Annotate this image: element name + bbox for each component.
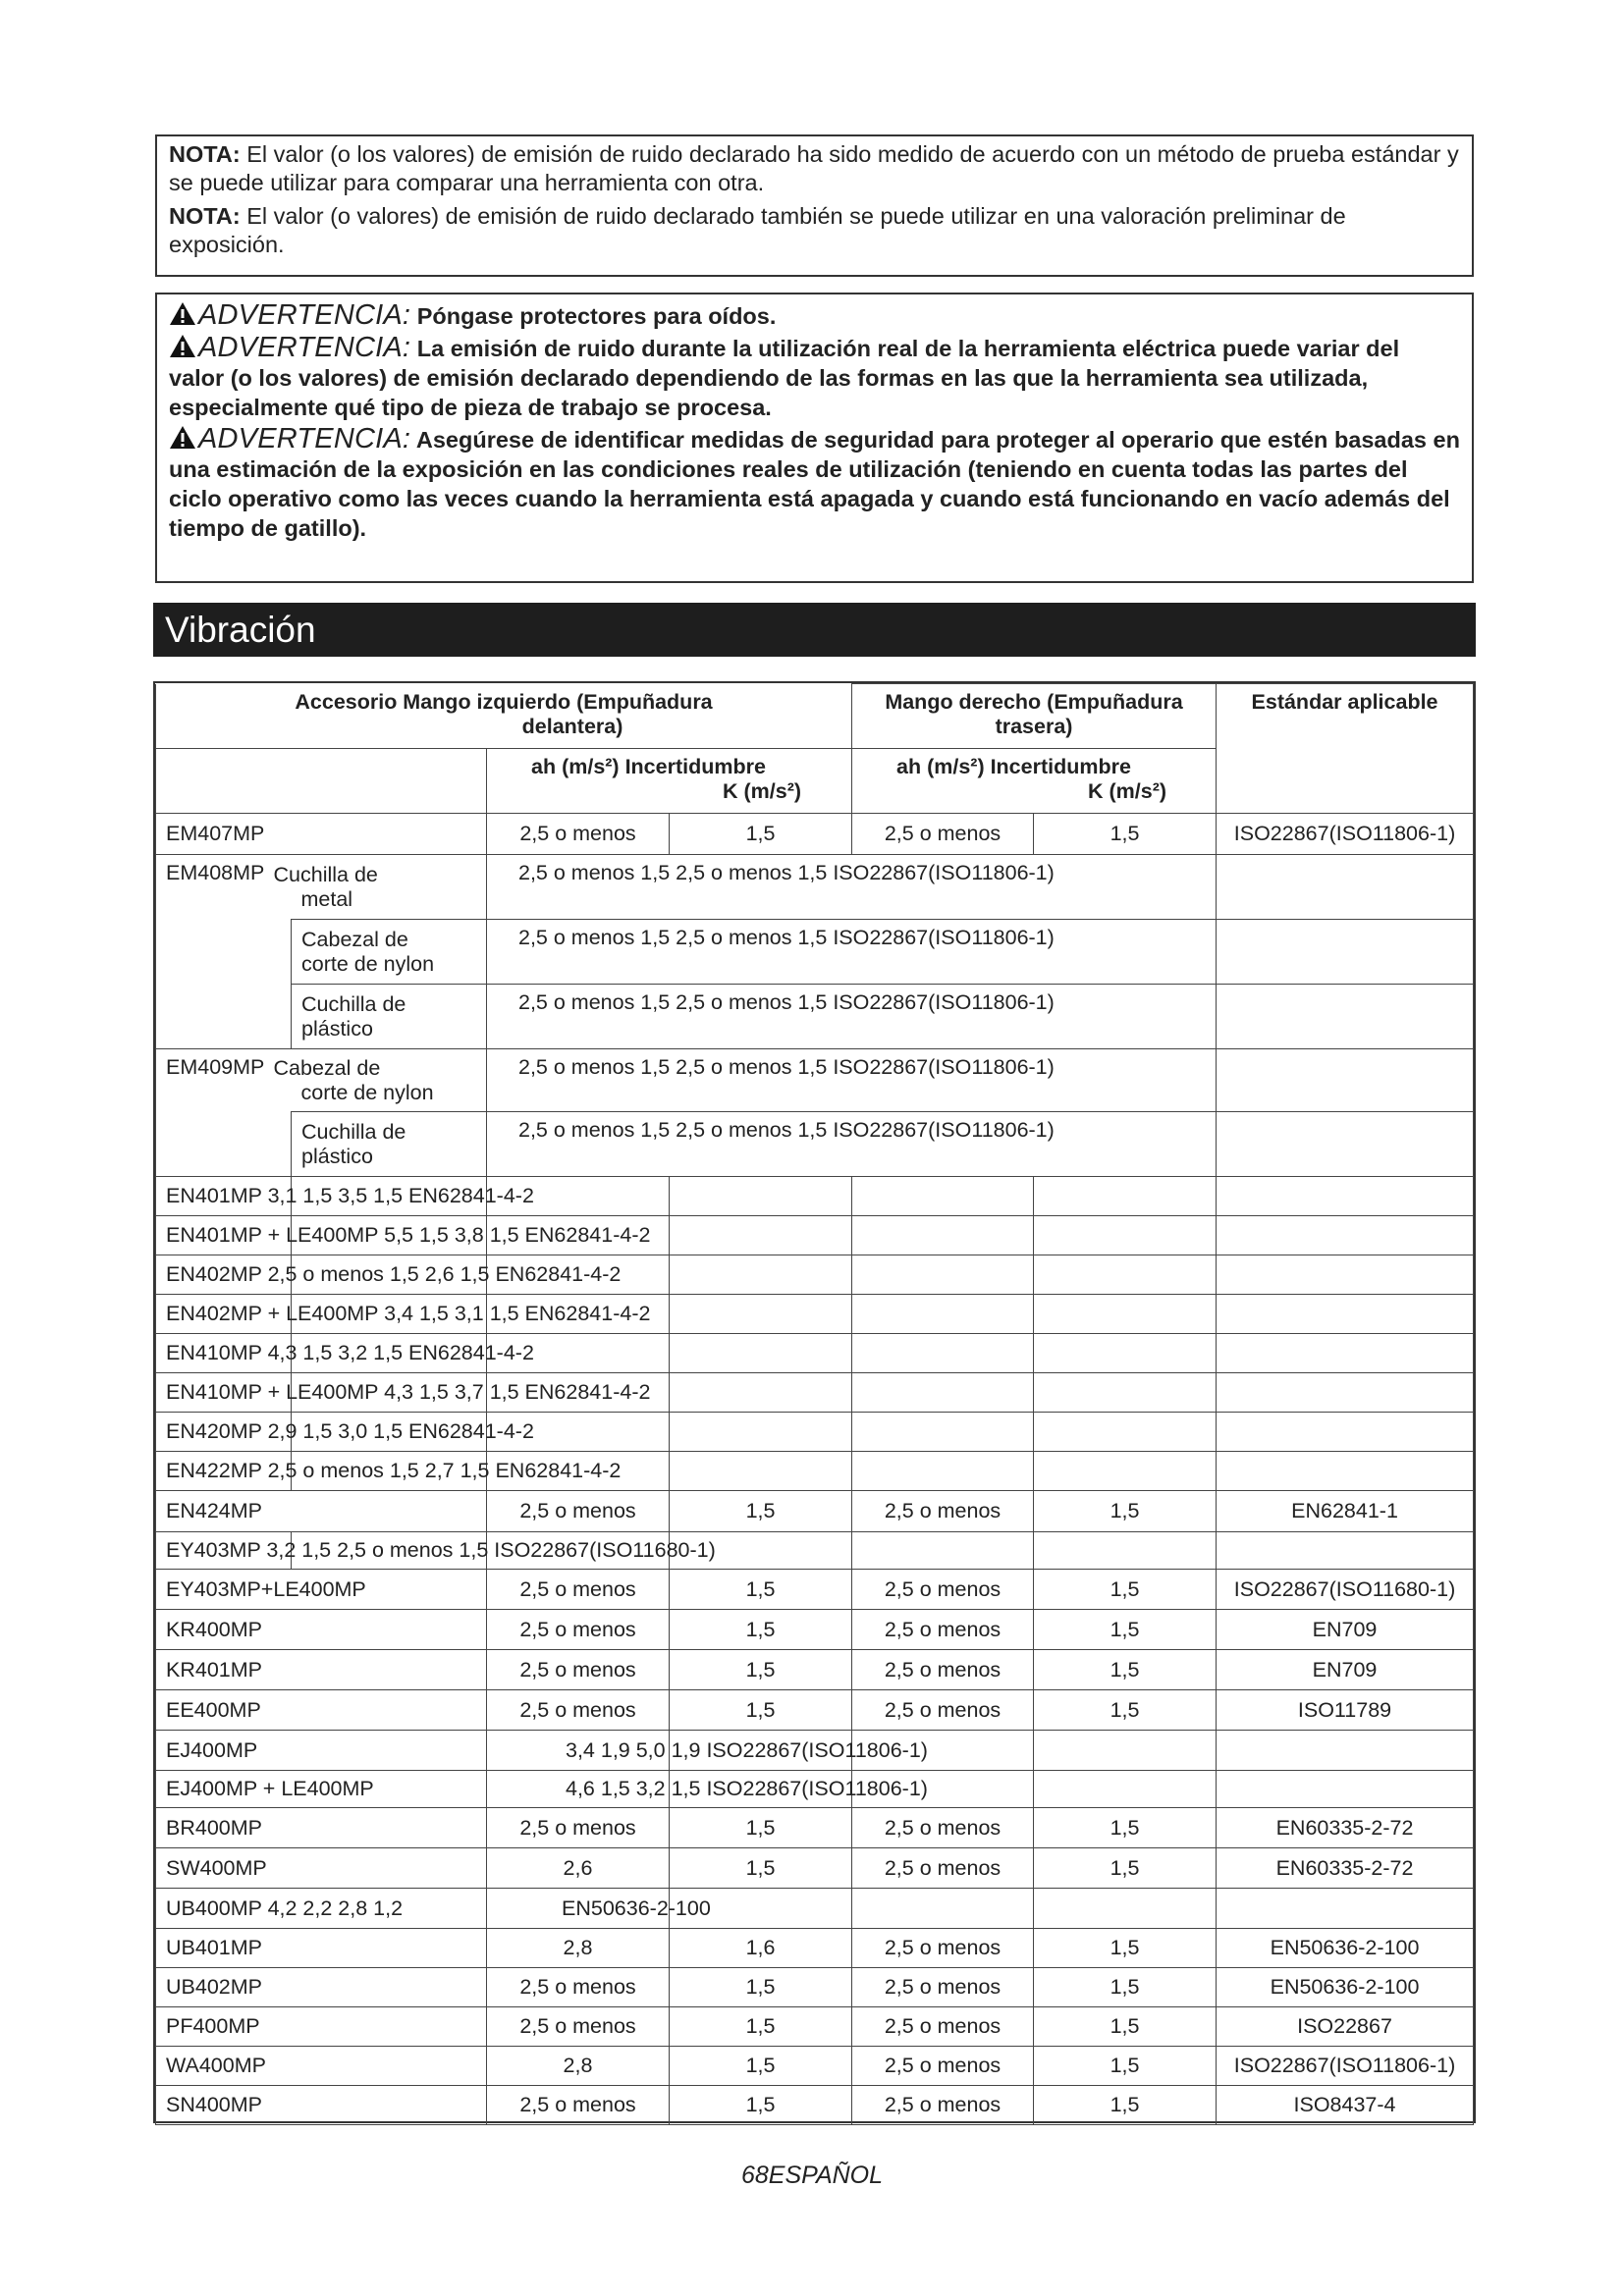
table-row: KR400MP 2,5 o menos 1,5 2,5 o menos 1,5 EN709 — [156, 1610, 1474, 1650]
table-row: EY403MP 3,2 1,5 2,5 o menos 1,5 ISO22867(ISO11680-1) — [156, 1532, 1474, 1570]
table-row: EM409MP Cabezal de corte de nylon 2,5 o menos 1,5 2,5 o menos 1,5 ISO22867(ISO11806-1) — [156, 1049, 1474, 1112]
warning-1: ADVERTENCIA: Póngase protectores para oídos. — [169, 300, 1460, 331]
table-row: EJ400MP 3,4 1,9 5,0 1,9 ISO22867(ISO11806-1) — [156, 1731, 1474, 1771]
table-row: UB401MP 2,8 1,6 2,5 o menos 1,5 EN50636-2-100 — [156, 1929, 1474, 1968]
warnings-box — [155, 293, 1474, 583]
table-row: EN402MP + LE400MP 3,4 1,5 3,1 1,5 EN62841-4-2 — [156, 1295, 1474, 1334]
table-row: PF400MP 2,5 o menos 1,5 2,5 o menos 1,5 ISO22867 — [156, 2007, 1474, 2047]
table-row: EY403MP+LE400MP 2,5 o menos 1,5 2,5 o menos 1,5 ISO22867(ISO11680-1) — [156, 1570, 1474, 1610]
table-row: KR401MP 2,5 o menos 1,5 2,5 o menos 1,5 EN709 — [156, 1650, 1474, 1690]
table-row: EM408MP Cuchilla de metal 2,5 o menos 1,5 2,5 o menos 1,5 ISO22867(ISO11806-1) — [156, 855, 1474, 920]
noise-notes-box — [155, 134, 1474, 277]
header-standard: Estándar aplicable — [1217, 684, 1474, 814]
table-row: Cabezal de corte de nylon 2,5 o menos 1,5 2,5 o menos 1,5 ISO22867(ISO11806-1) — [156, 920, 1474, 985]
warning-3: ADVERTENCIA: Asegúrese de identificar medidas de seguridad para proteger al operario que estén basadas en una estimación de la exposición en las condiciones reales de utilización (teniendo en cuenta todas las partes del ciclo operativo como las veces cuando la herramienta está apagada y cuando está funcionando en vacío además del tiempo de gatillo). — [169, 423, 1460, 541]
table-row: UB400MP 4,2 2,2 2,8 1,2 EN50636-2-100 — [156, 1889, 1474, 1929]
header-ah-right: ah (m/s²) Incertidumbre K (m/s²) — [852, 749, 1217, 814]
table-row: EM407MP 2,5 o menos 1,5 2,5 o menos 1,5 ISO22867(ISO11806-1) — [156, 814, 1474, 855]
header-left-handle: Accesorio Mango izquierdo (Empuñadura delantera) — [156, 684, 852, 749]
warning-2: ADVERTENCIA: La emisión de ruido durante la utilización real de la herramienta eléctrica puede variar del valor (o los valores) de emisión declarado dependiendo de las formas en las que la herramienta sea utilizada, especialmente qué tipo de pieza de trabajo se procesa. — [169, 332, 1400, 420]
table-row: EN401MP 3,1 1,5 3,5 1,5 EN62841-4-2 — [156, 1177, 1474, 1216]
table-row: EE400MP 2,5 o menos 1,5 2,5 o menos 1,5 ISO11789 — [156, 1690, 1474, 1731]
table-row: EN424MP 2,5 o menos 1,5 2,5 o menos 1,5 EN62841-1 — [156, 1491, 1474, 1532]
table-row: UB402MP 2,5 o menos 1,5 2,5 o menos 1,5 EN50636-2-100 — [156, 1968, 1474, 2007]
section-title-vibracion: Vibración — [153, 603, 1476, 657]
table-row: EN410MP 4,3 1,5 3,2 1,5 EN62841-4-2 — [156, 1334, 1474, 1373]
table-row: EN420MP 2,9 1,5 3,0 1,5 EN62841-4-2 — [156, 1413, 1474, 1452]
page-footer: 68ESPAÑOL — [740, 2162, 884, 2189]
table-row: SN400MP 2,5 o menos 1,5 2,5 o menos 1,5 ISO8437-4 — [156, 2086, 1474, 2125]
table-row: EN422MP 2,5 o menos 1,5 2,7 1,5 EN62841-4-2 — [156, 1452, 1474, 1491]
table-row: EJ400MP + LE400MP 4,6 1,5 3,2 1,5 ISO22867(ISO11806-1) — [156, 1771, 1474, 1808]
table-row: Cuchilla de plástico 2,5 o menos 1,5 2,5 o menos 1,5 ISO22867(ISO11806-1) — [156, 985, 1474, 1049]
note-2: NOTA: El valor (o valores) de emisión de ruido declarado también se puede utilizar en una valoración preliminar de exposición. — [169, 203, 1346, 257]
table-row: EN402MP 2,5 o menos 1,5 2,6 1,5 EN62841-4-2 — [156, 1255, 1474, 1295]
table-row: SW400MP 2,6 1,5 2,5 o menos 1,5 EN60335-2-72 — [156, 1848, 1474, 1889]
header-right-handle: Mango derecho (Empuñadura trasera) — [852, 684, 1217, 749]
vibration-table — [153, 681, 1476, 2123]
table-row: BR400MP 2,5 o menos 1,5 2,5 o menos 1,5 EN60335-2-72 — [156, 1808, 1474, 1848]
table-row: Cuchilla de plástico 2,5 o menos 1,5 2,5 o menos 1,5 ISO22867(ISO11806-1) — [156, 1112, 1474, 1177]
table-row: EN401MP + LE400MP 5,5 1,5 3,8 1,5 EN62841-4-2 — [156, 1216, 1474, 1255]
warning-triangle-icon — [169, 425, 196, 450]
table-row: EN410MP + LE400MP 4,3 1,5 3,7 1,5 EN62841-4-2 — [156, 1373, 1474, 1413]
warning-triangle-icon — [169, 301, 196, 326]
header-ah-left: ah (m/s²) Incertidumbre K (m/s²) — [487, 749, 852, 814]
note-1: NOTA: El valor (o los valores) de emisión de ruido declarado ha sido medido de acuerdo con un método de prueba estándar y se puede utilizar para comparar una herramienta con otra. — [169, 141, 1459, 195]
table-row: WA400MP 2,8 1,5 2,5 o menos 1,5 ISO22867(ISO11806-1) — [156, 2047, 1474, 2086]
warning-triangle-icon — [169, 334, 196, 358]
